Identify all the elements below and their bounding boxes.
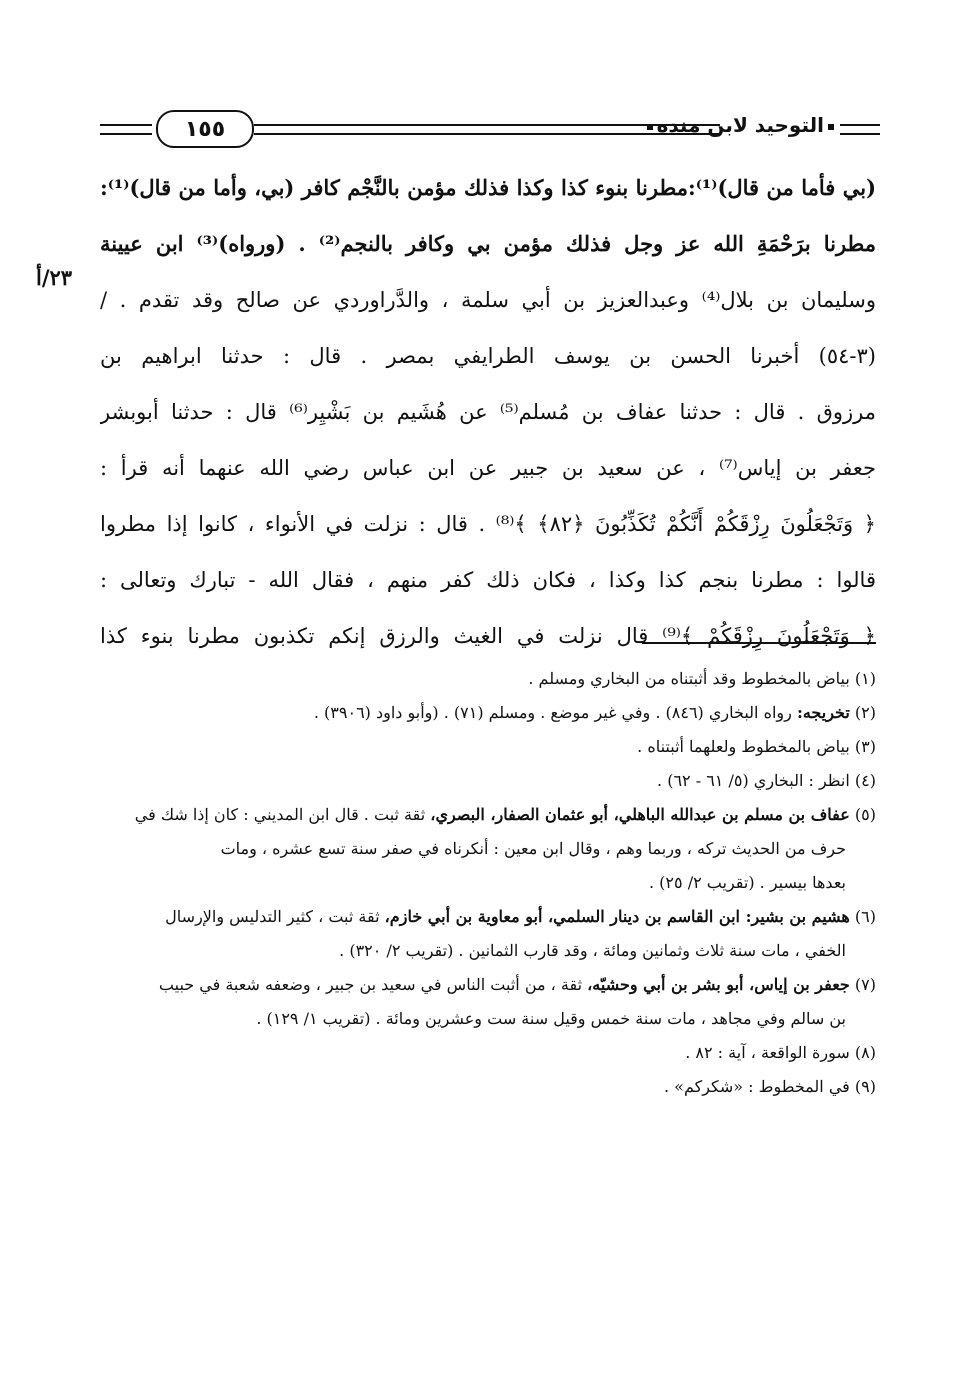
running-title [656, 113, 838, 137]
text-line: ﴿ وَتَجْعَلُونَ رِزْقَكُمْ أَنَّكُمْ تُكَذِّبُونَ ﴿٨٢﴾ ﴾⁽⁸⁾ . قال : نزلت في الأنواء ، كانوا إذا مطروا [100, 512, 876, 536]
running-title-text: التوحيد لابن منده [656, 113, 824, 137]
page-number: ١٥٥ [156, 110, 254, 148]
footnote: (٨) سورة الواقعة ، آية : ٨٢ . [685, 1043, 876, 1062]
text-line: (٣-٥٤) أخبرنا الحسن بن يوسف الطرايفي بمصر . قال : حدثنا ابراهيم بن [100, 344, 876, 368]
footnote-continuation: بعدها بيسير . (تقريب ٢/ ٢٥) . [649, 873, 846, 892]
footnote-separator [642, 642, 876, 644]
running-header [100, 110, 880, 146]
footnote: (٧) جعفر بن إياس، أبو بشر بن أبي وحشيّه، ثقة ، من أثبت الناس في سعيد بن جبير ، وضعفه شعبة في حبيب [158, 975, 876, 994]
text-line: (بي فأما من قال)⁽¹⁾:مطرنا بنوء كذا وكذا فذلك مؤمن بالنَّجْم كافر (بي، وأما من قال)⁽¹⁾: [100, 175, 876, 200]
footnote: (٤) انظر : البخاري (٥/ ٦١ - ٦٢) . [657, 771, 876, 790]
footnote: (٢) تخريجه: رواه البخاري (٨٤٦) . وفي غير موضع . ومسلم (٧١) . (وأبو داود (٣٩٠٦) . [313, 703, 876, 722]
text-line: قالوا : مطرنا بنجم كذا وكذا ، فكان ذلك كفر منهم ، فقال الله - تبارك وتعالى : [100, 568, 876, 592]
footnote: (٣) بياض بالمخطوط ولعلهما أثبتناه . [637, 737, 876, 756]
text-line: مرزوق . قال : حدثنا عفاف بن مُسلم⁽⁵⁾ عن هُشَيم بن بَشْيِر⁽⁶⁾ قال : حدثنا أبوبشر [100, 400, 876, 424]
footnote: (٩) في المخطوط : «شكركم» . [664, 1077, 876, 1096]
text-line: جعفر بن إياس⁽⁷⁾ ، عن سعيد بن جبير عن ابن عباس رضي الله عنهما أنه قرأ : [100, 456, 876, 480]
bullet-icon [828, 124, 834, 130]
footnote-continuation: بن سالم وفي مجاهد ، مات سنة خمس وقيل سنة ست وعشرين ومائة . (تقريب ١/ ١٢٩) . [256, 1009, 846, 1028]
main-text [100, 160, 876, 664]
footnote: (١) بياض بالمخطوط وقد أثبتناه من البخاري ومسلم . [528, 669, 876, 688]
footnote-continuation: الخفي ، مات سنة ثلاث وثمانين ومائة ، وقد قارب الثمانين . (تقريب ٢/ ٣٢٠) . [339, 941, 846, 960]
text-line: وسليمان بن بلال⁽⁴⁾ وعبدالعزيز بن أبي سلمة ، والدَّراوردي عن صالح وقد تقدم . / [100, 288, 876, 312]
footnotes [104, 662, 876, 1104]
footnote: (٦) هشيم بن بشير: ابن القاسم بن دينار السلمي، أبو معاوية بن أبي خازم، ثقة ثبت ، كثير التدليس والإرسال [165, 907, 876, 926]
manuscript-folio-marker: ٢٣/أ [36, 265, 73, 290]
text-line: مطرنا برَحْمَةِ الله عز وجل فذلك مؤمن بي وكافر بالنجم⁽²⁾ . (ورواه)⁽³⁾ ابن عيينة [100, 231, 876, 256]
header-rule-right [840, 124, 880, 135]
footnote-continuation: حرف من الحديث تركه ، وربما وهم ، وقال ابن معين : أنكرناه في صفر سنة تسع عشره ، ومات [220, 839, 846, 858]
text-line: ﴿ وَتَجْعَلُونَ رِزْقَكُمْ ﴾⁽⁹⁾ قال نزلت في الغيث والرزق إنكم تكذبون مطرنا بنوء كذا [100, 624, 876, 648]
header-rule-left [100, 124, 152, 135]
bullet-icon [647, 124, 653, 130]
footnote: (٥) عفاف بن مسلم بن عبدالله الباهلي، أبو عثمان الصفار، البصري، ثقة ثبت . قال ابن المديني : كان إذا شك في [134, 805, 876, 824]
